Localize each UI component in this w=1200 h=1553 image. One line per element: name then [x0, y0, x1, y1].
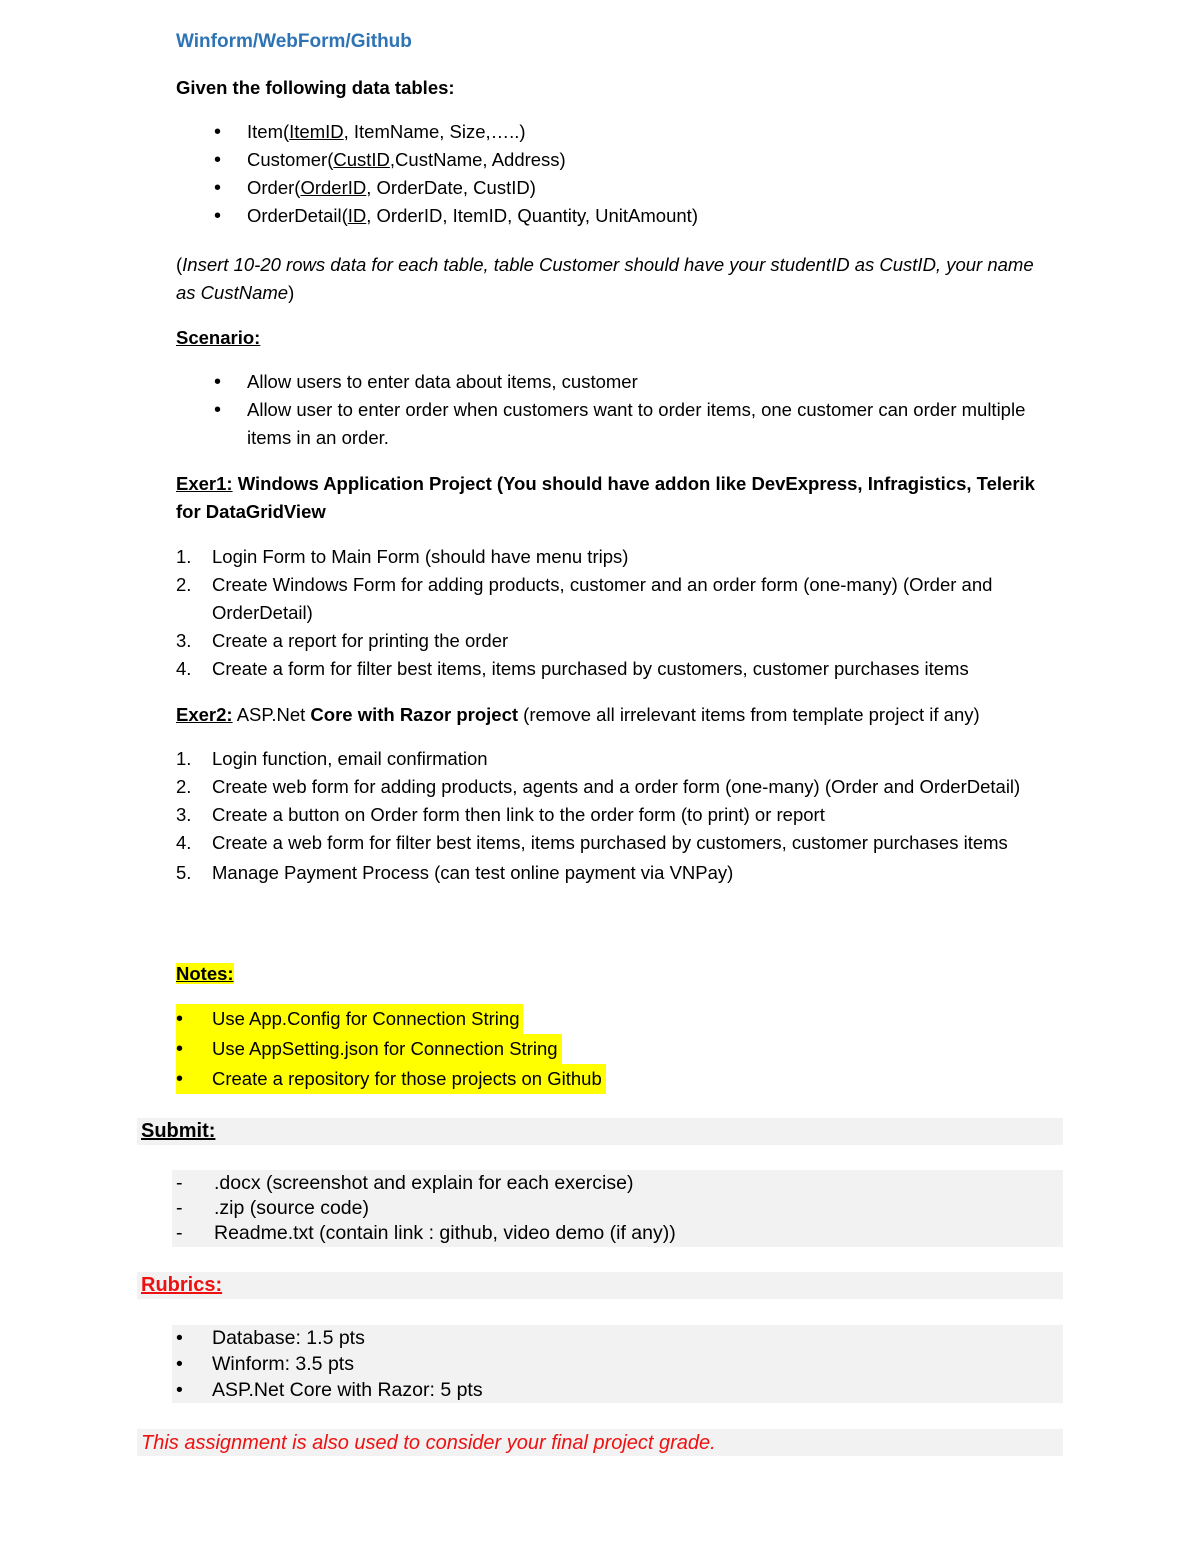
list-item: [176, 146, 1066, 174]
paren-open: (: [176, 254, 183, 275]
item-text: Create Windows Form for adding products, customer and an order form (one-many) (Order and OrderDetail): [212, 574, 993, 623]
list-item: [176, 745, 1036, 773]
exer2-label: Exer2:: [176, 704, 233, 725]
rubrics-heading: Rubrics:: [141, 1274, 223, 1296]
item-text: Create a web form for filter best items, items purchased by customers, customer purchases items: [212, 832, 1008, 853]
list-item: • Allow user to enter order when customers want to order items, one customer can order multiple items in an order.: [176, 396, 1056, 452]
table-name: OrderDetail(: [247, 205, 348, 226]
list-item: [176, 1004, 1066, 1034]
given-heading: Given the following data tables:: [176, 77, 455, 98]
item-number: 1.: [176, 546, 192, 567]
paren-close: ): [288, 282, 295, 303]
table-key: CustID: [333, 149, 390, 170]
item-text: Login function, email confirmation: [212, 748, 488, 769]
table-name: Customer(: [247, 149, 334, 170]
insert-note-text: Insert 10-20 rows data for each table, table Customer should have your studentID as CustID, your name as CustName: [176, 254, 1034, 303]
submit-heading: Submit:: [141, 1120, 216, 1142]
item-number: 4.: [176, 658, 192, 679]
submit-list: [176, 1171, 1056, 1246]
table-name: Item(: [247, 121, 290, 142]
tables-list: [176, 118, 1066, 230]
list-item: [176, 655, 1056, 683]
list-item: - Readme.txt (contain link : github, video demo (if any)): [176, 1221, 1056, 1246]
table-key: ID: [347, 205, 367, 226]
table-fields: , OrderDate, CustID): [366, 177, 536, 198]
item-number: 1.: [176, 748, 192, 769]
table-fields: ,CustName, Address): [389, 149, 566, 170]
exer1-label: Exer1:: [176, 473, 233, 494]
scenario-list: [176, 368, 1056, 452]
list-item: [176, 1034, 1066, 1064]
exer1-title: Windows Application Project (You should have addon like DevExpress, Infragistics, Telerik for DataGridView: [176, 473, 1035, 522]
item-text: Create a button on Order form then link to the order form (to print) or report: [212, 804, 825, 825]
scenario-heading: Scenario:: [176, 327, 261, 348]
table-key: ItemID: [289, 121, 344, 142]
item-text: Create web form for adding products, agents and a order form (one-many) (Order and OrderDetail): [212, 776, 1021, 797]
list-item: [176, 118, 1066, 146]
exer2-heading: [176, 701, 1061, 729]
list-item: • Database: 1.5 pts: [176, 1325, 1056, 1351]
document-title: Winform/WebForm/Github: [176, 31, 412, 52]
table-key: OrderID: [300, 177, 367, 198]
list-item: • ASP.Net Core with Razor: 5 pts: [176, 1377, 1056, 1403]
list-item: [176, 829, 1036, 857]
item-number: 3.: [176, 630, 192, 651]
list-item: [176, 543, 1056, 571]
exer2-text-2: (remove all irrelevant items from template project if any): [518, 704, 980, 725]
list-item: • Winform: 3.5 pts: [176, 1351, 1056, 1377]
exer2-text-bold: Core with Razor project: [310, 704, 519, 725]
exer1-list: [176, 543, 1056, 683]
list-item: [176, 773, 1036, 801]
exer1-heading: [176, 470, 1061, 526]
table-fields: , OrderID, ItemID, Quantity, UnitAmount): [366, 205, 698, 226]
exer2-list: [176, 745, 1036, 887]
note-text: Use App.Config for Connection String: [176, 1004, 523, 1034]
notes-list: [176, 1004, 1066, 1094]
note-text: Use AppSetting.json for Connection String: [176, 1034, 562, 1064]
list-item: [176, 1064, 1066, 1094]
item-text: Login Form to Main Form (should have menu trips): [212, 546, 629, 567]
notes-heading-text: Notes:: [176, 963, 234, 984]
item-text: Create a report for printing the order: [212, 630, 509, 651]
rubrics-list: [176, 1325, 1056, 1403]
list-item: [176, 801, 1036, 829]
list-item: [176, 202, 1066, 230]
list-item: [176, 571, 1056, 627]
list-item: [176, 627, 1056, 655]
final-note: This assignment is also used to consider your final project grade.: [141, 1432, 716, 1454]
item-number: 2.: [176, 574, 192, 595]
list-item: [176, 174, 1066, 202]
item-number: 5.: [176, 862, 192, 883]
table-fields: , ItemName, Size,…..): [343, 121, 526, 142]
item-number: 2.: [176, 776, 192, 797]
note-text: Create a repository for those projects on Github: [176, 1064, 606, 1094]
notes-heading: [176, 960, 234, 988]
item-text: Manage Payment Process (can test online payment via VNPay): [212, 862, 734, 883]
list-item: [176, 859, 1036, 887]
item-number: 4.: [176, 832, 192, 853]
list-item: • Allow users to enter data about items, customer: [176, 368, 1056, 396]
table-name: Order(: [247, 177, 301, 198]
list-item: - .zip (source code): [176, 1196, 1056, 1221]
insert-note: [176, 251, 1056, 307]
list-item: - .docx (screenshot and explain for each exercise): [176, 1171, 1056, 1196]
item-text: Create a form for filter best items, items purchased by customers, customer purchases items: [212, 658, 969, 679]
item-number: 3.: [176, 804, 192, 825]
exer2-text-1: ASP.Net: [232, 704, 311, 725]
